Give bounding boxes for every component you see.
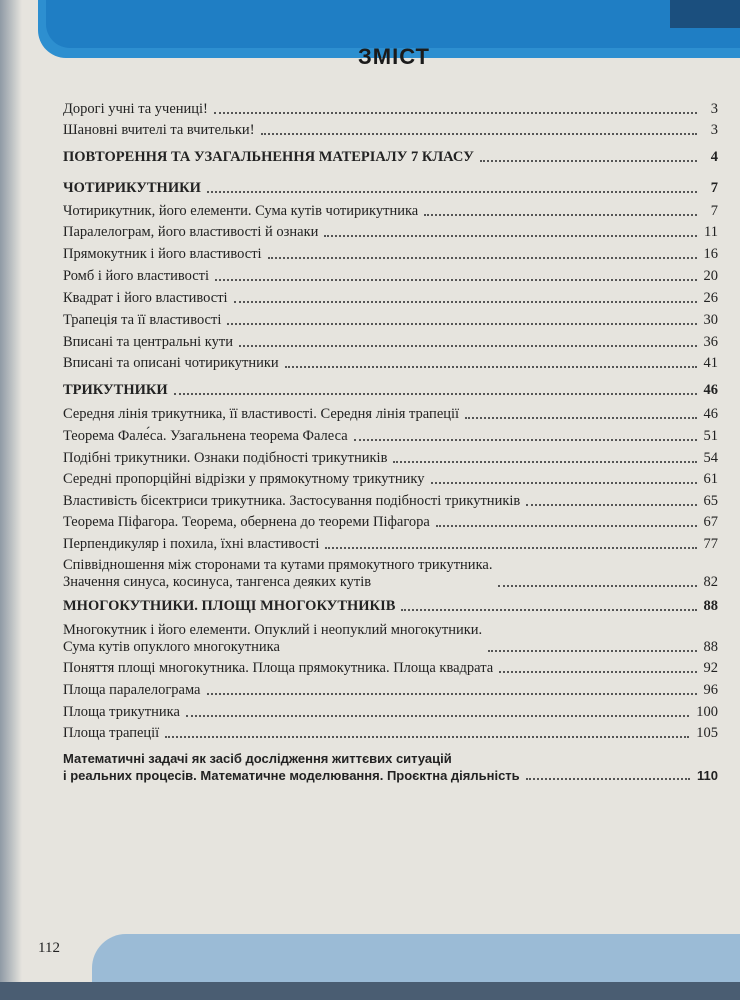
toc-entry-page: 51 xyxy=(703,428,718,444)
toc-entry-text: Шановні вчителі та вчительки! xyxy=(63,122,255,138)
toc-entry-page: 7 xyxy=(710,180,718,196)
toc-entry xyxy=(63,557,718,591)
dot-leader xyxy=(227,323,696,325)
toc-entry xyxy=(63,682,718,699)
toc-entry-page: 11 xyxy=(704,224,718,240)
dot-leader xyxy=(436,525,697,527)
toc-entry-line: Значення синуса, косинуса, тангенса деяких кутів xyxy=(63,574,372,590)
toc-entry-page: 4 xyxy=(710,149,718,165)
dot-leader xyxy=(214,112,697,114)
toc-entry-page: 96 xyxy=(703,682,718,698)
toc-entry-text: Перпендикуляр і похила, їхні властивості xyxy=(63,536,320,552)
dot-leader xyxy=(498,585,696,587)
toc-entry xyxy=(63,704,718,721)
toc-entry-page: 92 xyxy=(703,660,718,676)
dot-leader xyxy=(207,191,697,193)
toc-entry-line: Математичні задачі як засіб дослідження життєвих ситуацій xyxy=(63,751,452,766)
toc-entry-page: 82 xyxy=(703,574,718,590)
toc-entry-text: Дорогі учні та учениці! xyxy=(63,101,208,117)
dot-leader xyxy=(393,461,696,463)
toc-entry-page: 110 xyxy=(697,768,718,783)
dot-leader xyxy=(234,301,697,303)
toc-entry-page: 26 xyxy=(703,290,718,306)
toc-entry-text: Вписані та описані чотирикутники xyxy=(63,355,279,371)
toc-entry-page: 3 xyxy=(710,122,718,138)
toc-entry-text: МНОГОКУТНИКИ. ПЛОЩІ МНОГОКУТНИКІВ xyxy=(63,598,396,614)
bottom-edge xyxy=(0,982,740,1000)
top-decorative-band-inner xyxy=(46,0,740,48)
toc-entry xyxy=(63,471,718,488)
toc-entry-text: Квадрат і його властивості xyxy=(63,290,228,306)
dot-leader xyxy=(526,778,690,780)
toc-entry xyxy=(63,725,718,742)
toc-entry-page: 61 xyxy=(703,471,718,487)
toc-entry-line: і реальних процесів. Математичне моделювання. Проєктна діяльність xyxy=(63,768,520,783)
toc-entry-page: 88 xyxy=(703,598,718,614)
toc-entry-final xyxy=(63,750,718,784)
toc-entry xyxy=(63,224,718,241)
toc-entry-text: Трапеція та її властивості xyxy=(63,312,222,328)
page-shadow xyxy=(0,0,22,1000)
dot-leader xyxy=(261,133,697,135)
toc-entry xyxy=(63,355,718,372)
toc-entry-text: ПОВТОРЕННЯ ТА УЗАГАЛЬНЕННЯ МАТЕРІАЛУ 7 КЛАСУ xyxy=(63,149,474,165)
toc-entry-text: Чотирикутник, його елементи. Сума кутів чотирикутника xyxy=(63,203,419,219)
toc-entry-text: Прямокутник і його властивості xyxy=(63,246,262,262)
toc-entry-line: Сума кутів опуклого многокутника xyxy=(63,639,280,655)
toc-entry-page: 16 xyxy=(703,246,718,262)
toc-entry-text: Середня лінія трикутника, її властивості. Середня лінія трапеції xyxy=(63,406,460,422)
toc-section-heading xyxy=(63,180,718,197)
toc-entry-line: Співвідношення між сторонами та кутами прямокутного трикутника. xyxy=(63,557,493,573)
toc-entry-text: Площа трапеції xyxy=(63,725,160,741)
dot-leader xyxy=(424,214,697,216)
toc-entry xyxy=(63,268,718,285)
toc-entry-text: ЧОТИРИКУТНИКИ xyxy=(63,180,201,196)
toc-section-heading xyxy=(63,149,718,166)
toc-entry-page: 65 xyxy=(703,493,718,509)
dot-leader xyxy=(401,609,696,611)
dot-leader xyxy=(354,439,697,441)
toc-entry-page: 105 xyxy=(696,725,718,741)
toc-entry-page: 3 xyxy=(710,101,718,117)
toc-entry-page: 54 xyxy=(703,450,718,466)
toc-entry xyxy=(63,514,718,531)
dot-leader xyxy=(480,160,697,162)
toc-entry-text: Вписані та центральні кути xyxy=(63,334,233,350)
dot-leader xyxy=(239,345,697,347)
toc-entry-page: 100 xyxy=(696,704,718,720)
toc-entry xyxy=(63,101,718,118)
page-title: ЗМІСТ xyxy=(358,44,430,69)
toc-entry xyxy=(63,493,718,510)
toc-entry-text: Площа паралелограма xyxy=(63,682,201,698)
toc-entry-page: 41 xyxy=(703,355,718,371)
dot-leader xyxy=(325,547,696,549)
toc-entry xyxy=(63,622,718,656)
toc-entry-page: 30 xyxy=(703,312,718,328)
toc-entry xyxy=(63,203,718,220)
toc-entry-text: Паралелограм, його властивості й ознаки xyxy=(63,224,319,240)
toc-entry-line: Многокутник і його елементи. Опуклий і неопуклий многокутники. xyxy=(63,622,483,638)
dot-leader xyxy=(174,393,697,395)
corner-decoration xyxy=(670,0,740,28)
toc-entry xyxy=(63,428,718,445)
toc-entry-page: 46 xyxy=(703,382,718,398)
toc-entry-page: 77 xyxy=(703,536,718,552)
dot-leader xyxy=(207,693,697,695)
dot-leader xyxy=(285,366,697,368)
toc-entry-text: ТРИКУТНИКИ xyxy=(63,382,168,398)
toc-entry-page: 20 xyxy=(703,268,718,284)
toc-entry-text: Ромб і його властивості xyxy=(63,268,209,284)
dot-leader xyxy=(186,715,689,717)
toc-entry xyxy=(63,450,718,467)
toc-entry xyxy=(63,536,718,553)
dot-leader xyxy=(268,257,697,259)
toc-entry-text: Властивість бісектриси трикутника. Застосування подібності трикутників xyxy=(63,493,521,509)
dot-leader xyxy=(465,417,696,419)
dot-leader xyxy=(499,671,696,673)
toc-entry-page: 46 xyxy=(703,406,718,422)
toc-entry xyxy=(63,334,718,351)
toc-section-heading xyxy=(63,598,718,615)
toc-entry-text: Поняття площі многокутника. Площа прямокутника. Площа квадрата xyxy=(63,660,494,676)
dot-leader xyxy=(165,736,689,738)
toc-entry xyxy=(63,406,718,423)
dot-leader xyxy=(526,504,696,506)
toc-entry-text: Теорема Фале́са. Узагальнена теорема Фалеса xyxy=(63,428,348,444)
page-number: 112 xyxy=(38,940,60,956)
toc-entry-text xyxy=(63,750,520,784)
toc-entry-page: 67 xyxy=(703,514,718,530)
toc-entry-page: 7 xyxy=(710,203,718,219)
dot-leader xyxy=(488,650,696,652)
toc-entry-text: Середні пропорційні відрізки у прямокутному трикутнику xyxy=(63,471,425,487)
toc-section-heading xyxy=(63,382,718,399)
toc-entry-page: 36 xyxy=(703,334,718,350)
toc-entry-text: Площа трикутника xyxy=(63,704,180,720)
toc-entry-page: 88 xyxy=(703,639,718,655)
toc-entry xyxy=(63,290,718,307)
toc-entry xyxy=(63,122,718,139)
toc-entry-text: Теорема Піфагора. Теорема, обернена до теореми Піфагора xyxy=(63,514,430,530)
toc-entry-text xyxy=(63,622,482,656)
toc-entry-text: Подібні трикутники. Ознаки подібності трикутників xyxy=(63,450,388,466)
toc-entry-text xyxy=(63,557,492,591)
dot-leader xyxy=(215,279,697,281)
toc-entry xyxy=(63,246,718,263)
toc-entry xyxy=(63,312,718,329)
dot-leader xyxy=(431,482,697,484)
dot-leader xyxy=(324,235,697,237)
toc-entry xyxy=(63,660,718,677)
